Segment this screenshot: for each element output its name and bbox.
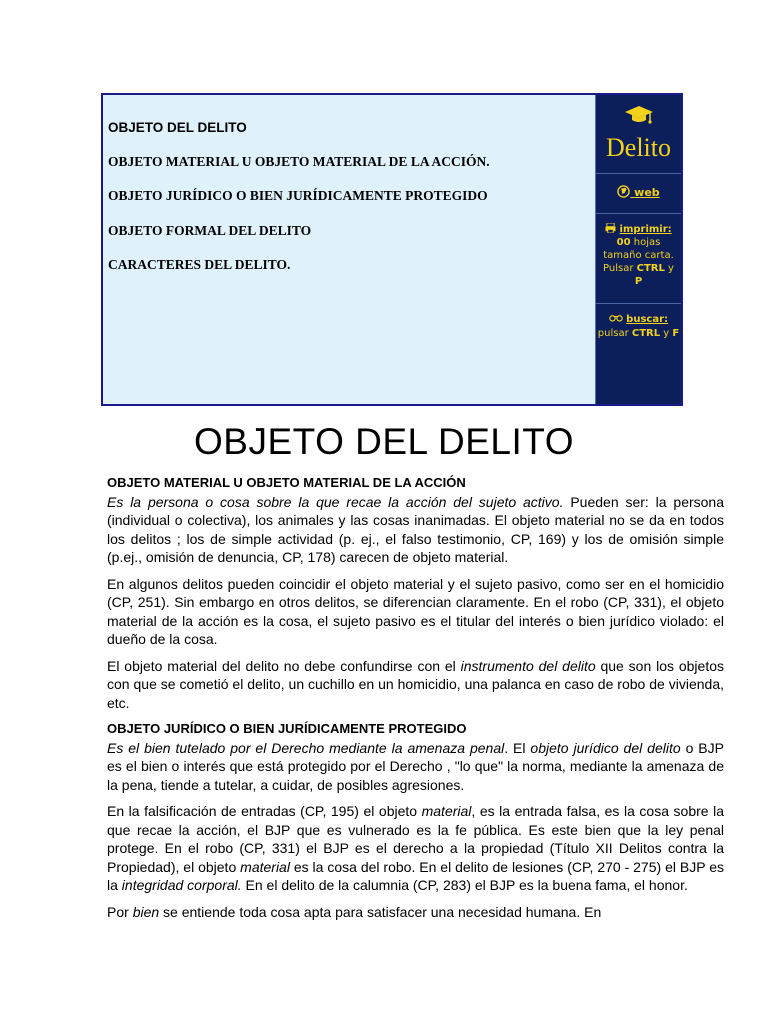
paragraph — [107, 739, 724, 795]
toc-item-objeto-material[interactable]: OBJETO MATERIAL U OBJETO MATERIAL DE LA ACCIÓN. — [108, 153, 490, 169]
print-title: imprimir: — [619, 224, 672, 235]
panel-divider — [596, 303, 681, 304]
toc-item-objeto-formal[interactable]: OBJETO FORMAL DEL DELITO — [108, 222, 312, 238]
text: o BJP es el bien o interés que está protegido por el Derecho , "lo que" la norma, mediante la amenaza de la pena, tiende a tutelar, a cuidar, de posibles agresiones. — [107, 739, 724, 793]
text: En la falsificación de entradas (CP, 195) el objeto — [107, 803, 422, 819]
section-heading-objeto-material: OBJETO MATERIAL U OBJETO MATERIAL DE LA ACCIÓN — [107, 475, 466, 490]
toc-item-objeto-juridico[interactable]: OBJETO JURÍDICO O BIEN JURÍDICAMENTE PROTEGIDO — [108, 188, 488, 203]
text: que son los objetos con que se cometió el delito, un cuchillo en un homicidio, una palanca en caso de robo de vivienda, etc. — [107, 657, 725, 711]
print-pages-unit: hojas — [630, 237, 661, 248]
web-label: web — [634, 186, 660, 199]
search-instr-f: F — [672, 328, 680, 339]
italic-text: material — [240, 858, 290, 875]
text: Por — [107, 903, 133, 920]
italic-text: instrumento del delito — [460, 657, 596, 674]
binoculars-icon — [609, 314, 626, 325]
italic-text: Es el bien tutelado por el Derecho mediante la amenaza penal — [107, 739, 505, 756]
document-body — [107, 474, 724, 929]
print-instr-key: CTRL — [636, 263, 665, 274]
toc-box — [101, 93, 683, 406]
search-instr-c: y — [660, 328, 673, 339]
search-instr-a: pulsar — [597, 328, 632, 339]
side-panel — [595, 95, 681, 404]
italic-text: material — [421, 803, 472, 819]
toc-list — [108, 120, 588, 292]
print-pages: 00 — [616, 237, 631, 248]
print-instr-c: y — [664, 263, 674, 274]
web-link[interactable] — [596, 185, 681, 199]
italic-text: bien — [132, 903, 160, 920]
italic-text: objeto jurídico del delito — [530, 739, 681, 756]
section-heading-objeto-juridico: OBJETO JURÍDICO O BIEN JURÍDICAMENTE PROTEGIDO — [107, 721, 467, 736]
printer-icon — [605, 224, 619, 235]
paragraph — [107, 493, 724, 567]
print-instr-p: P — [634, 276, 643, 287]
toc-item-caracteres[interactable]: CARACTERES DEL DELITO. — [108, 257, 291, 272]
paragraph — [107, 903, 724, 922]
italic-text: integridad corporal. — [121, 877, 242, 893]
text: En el delito de la calumnia (CP, 283) el BJP es la buena fama, el honor. — [241, 877, 688, 893]
page-title: OBJETO DEL DELITO — [194, 421, 574, 462]
search-section — [596, 313, 681, 341]
panel-divider — [596, 173, 681, 174]
globe-icon — [617, 186, 634, 199]
paragraph — [107, 802, 724, 895]
print-section — [596, 223, 681, 288]
text: se entiende toda cosa apta para satisfacer una necesidad humana. En — [159, 903, 602, 920]
search-instr-ctrl: CTRL — [631, 328, 661, 339]
text: Pueden ser: la persona (individual o colectiva), los animales y las cosas inanimadas. El objeto material no se da en todos los delitos ; los de simple actividad (p. ej., el falso testimonio, CP, 169) y los de omisión simple (p.ej., omisión de denuncia, CP, 178) carecen de objeto material. — [107, 493, 725, 565]
graduation-cap-icon — [596, 103, 681, 131]
brand-logo: Delito — [606, 133, 671, 162]
panel-divider — [596, 213, 681, 214]
toc-item-objeto-del-delito[interactable]: OBJETO DEL DELITO — [108, 120, 247, 135]
text: El objeto material del delito no debe confundirse con el — [107, 657, 461, 674]
paragraph — [107, 657, 724, 713]
paragraph: En algunos delitos pueden coincidir el objeto material y el sujeto pasivo, como ser en el homicidio (CP, 251). Sin embargo en otros delitos, se diferencian claramente. En el robo (CP, 331), el objeto material de la acción es la cosa, el sujeto pasivo es el titular del interés o bien jurídico violado: el dueño de la cosa. — [107, 575, 724, 647]
italic-text: Es la persona o cosa sobre la que recae la acción del sujeto activo. — [107, 493, 564, 510]
print-paper: tamaño carta. — [603, 250, 674, 261]
text: es la cosa del robo. En el delito de lesiones (CP, 270 - 275) el BJP es la — [107, 858, 724, 893]
print-instr-a: Pulsar — [603, 263, 637, 274]
text: , es la entrada falsa, es la cosa sobre la que recae la acción, el BJP que es vulnerado es la fe pública. Es este bien que la ley penal protege. En el robo (CP, 331) el BJP es el derecho a la propiedad (Título XII Delitos contra la Propiedad), el objeto — [107, 803, 724, 875]
search-title: buscar: — [626, 314, 669, 325]
text: . El — [504, 739, 531, 756]
